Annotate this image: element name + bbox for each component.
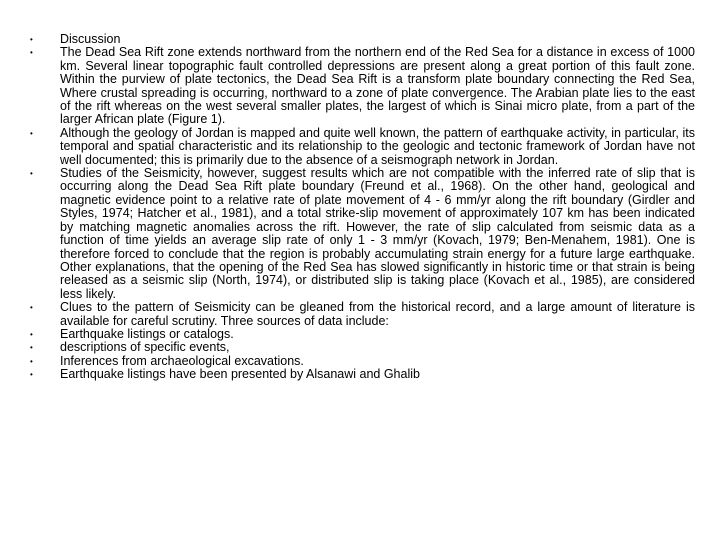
bullet-item-inferences <box>30 355 695 368</box>
bullet-text: Earthquake listings have been presented by Alsanawi and Ghalib <box>60 367 420 382</box>
bullet-text: Studies of the Seismicity, however, suggest results which are not compatible with the inferred rate of slip that is occurring along the Dead Sea Rift plate boundary (Freund et al., 1968). On the other hand, geological and magnetic evidence point to a relative rate of plate movement of 4 - 6 mm/yr along the rift boundary (Girdler and Styles, 1974; Hatcher et al., 1981), and a total strike-slip movement of approximately 107 km has been indicated by matching magnetic anomalies across the rift. However, the rate of slip calculated from seismic data as a function of time yields an average slip rate of only 1 - 3 mm/yr (Kovach, 1979; Ben-Menahem, 1981). One is therefore forced to conclude that the region is probably accumulating strain energy for a future large earthquake. Other explanations, that the opening of the Red Sea has slowed significantly in historic time or that strain is being released as a seismic slip (North, 1974), or distributed slip is taking place (Kovach et al., 1985), are considered less likely. <box>60 166 695 301</box>
bullet-item-descriptions <box>30 341 695 354</box>
bullet-text: Although the geology of Jordan is mapped and quite well known, the pattern of earthquake activity, in particular, its temporal and spatial characteristic and its relationship to the geologic and tectonic framework of Jordan have not well documented; this is primarily due to the absence of a seismograph network in Jordan. <box>60 125 695 167</box>
bullet-text: Inferences from archaeological excavations. <box>60 353 304 368</box>
bullet-icon: • <box>30 343 33 353</box>
bullet-text: Clues to the pattern of Seismicity can be gleaned from the historical record, and a large amount of literature is available for careful scrutiny. Three sources of data include: <box>60 300 695 328</box>
bullet-text: Earthquake listings or catalogs. <box>60 326 234 341</box>
bullet-icon: • <box>30 128 33 138</box>
bullet-icon: • <box>30 329 33 339</box>
bullet-text: descriptions of specific events, <box>60 340 230 355</box>
bullet-icon: • <box>30 370 33 380</box>
bullet-item-seismicity-studies <box>30 167 695 301</box>
bullet-item-rift-zone <box>30 46 695 126</box>
bullet-icon: • <box>30 356 33 366</box>
bullet-icon: • <box>30 303 33 313</box>
bullet-icon: • <box>30 48 33 58</box>
bullet-item-alsanawi <box>30 368 695 381</box>
bullet-item-heading <box>30 33 695 46</box>
bullet-item-geology <box>30 127 695 167</box>
bullet-text: The Dead Sea Rift zone extends northward from the northern end of the Red Sea for a distance in excess of 1000 km. Several linear topographic fault controlled depressions are present along a great portion of this fault zone. Within the purview of plate tectonics, the Dead Sea Rift is a transform plate boundary connecting the Red Sea, Where crustal spreading is occurring, northward to a zone of plate convergence. The Arabian plate lies to the east of the rift whereas on the west several smaller plates, the largest of which is Sinai micro plate, from a part of the larger African plate (Figure 1). <box>60 45 695 127</box>
bullet-list <box>30 33 695 382</box>
bullet-icon: • <box>30 35 33 44</box>
bullet-text: Discussion <box>60 32 121 46</box>
bullet-item-listings <box>30 328 695 341</box>
bullet-icon: • <box>30 169 33 179</box>
bullet-item-clues <box>30 301 695 328</box>
